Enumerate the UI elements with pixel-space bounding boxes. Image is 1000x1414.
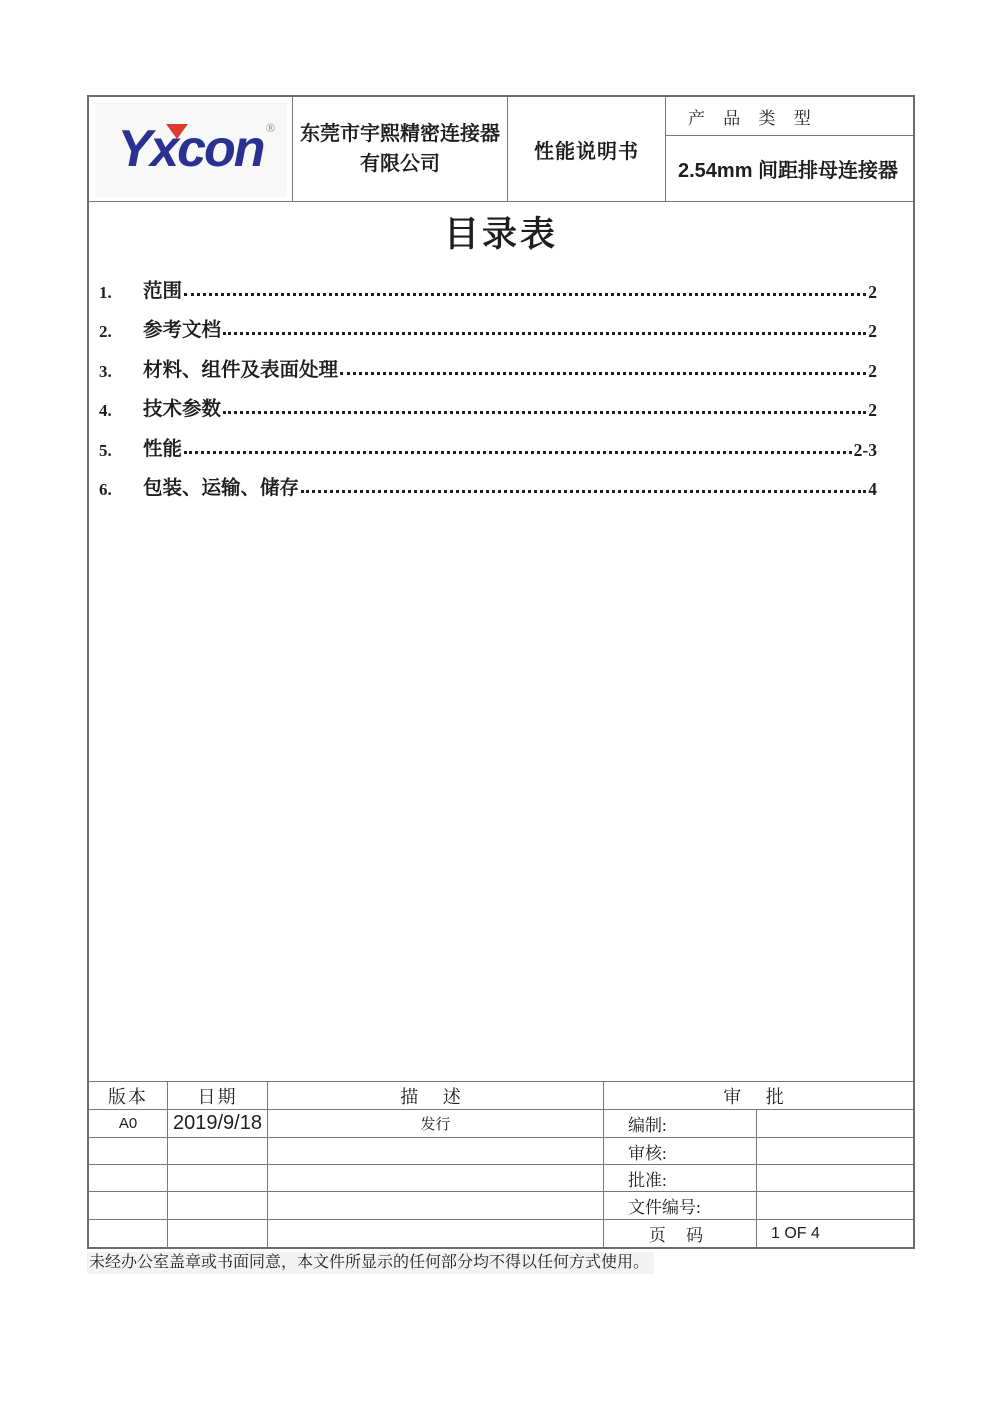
document-header xyxy=(89,97,913,202)
revision-col-version: 版本 xyxy=(89,1082,168,1110)
toc-item-number: 5. xyxy=(99,440,112,460)
revision-date xyxy=(168,1220,268,1247)
revision-version xyxy=(89,1138,168,1165)
toc-page-number: 2 xyxy=(868,360,877,381)
toc-dot-leader xyxy=(223,332,866,335)
revision-description xyxy=(268,1138,604,1165)
toc-item-number: 3. xyxy=(99,361,112,381)
revision-version xyxy=(89,1165,168,1192)
toc-item xyxy=(89,346,913,386)
product-name: 2.54mm 间距排母连接器 xyxy=(678,160,899,182)
toc-item-title: 技术参数 xyxy=(143,399,222,420)
toc-page-number: 2-3 xyxy=(853,439,877,460)
logo-wrap xyxy=(117,120,276,178)
toc-dot-leader xyxy=(184,451,852,454)
revision-version xyxy=(89,1192,168,1220)
revision-description: 发行 xyxy=(268,1110,604,1138)
revision-version xyxy=(89,1220,168,1247)
revision-date: 2019/9/18 xyxy=(168,1110,268,1138)
toc-item-number: 2. xyxy=(99,322,112,341)
footer-notice xyxy=(87,1249,654,1272)
toc-item xyxy=(89,307,913,347)
toc-item-title: 材料、组件及表面处理 xyxy=(143,359,339,381)
revision-date xyxy=(168,1165,268,1192)
approval-value xyxy=(757,1165,913,1192)
footer-notice-text: 未经办公室盖章或书面同意，本文件所显示的任何部分均不得以任何方式使用。 xyxy=(87,1252,654,1274)
toc-item-title: 性能 xyxy=(143,438,183,460)
toc-item xyxy=(89,386,913,426)
toc-dot-leader xyxy=(184,293,866,296)
company-name-line1: 东莞市宇熙精密连接器 xyxy=(300,123,500,145)
company-logo xyxy=(95,102,287,197)
toc-title: 目录表 xyxy=(443,215,558,254)
product-type-cell xyxy=(666,97,913,201)
toc-item-title: 包装、运输、储存 xyxy=(143,478,300,499)
toc-dot-leader xyxy=(223,411,866,414)
product-type-label: 产 品 类 型 xyxy=(666,97,913,136)
approval-label-approved: 批准: xyxy=(604,1165,757,1192)
document-type-title: 性能说明书 xyxy=(508,97,666,201)
company-name xyxy=(293,97,508,201)
toc-dot-leader xyxy=(301,490,866,493)
revision-version: A0 xyxy=(89,1110,168,1138)
revision-date xyxy=(168,1138,268,1165)
toc-item xyxy=(89,425,913,465)
logo-cell xyxy=(89,97,293,201)
approval-value xyxy=(757,1192,913,1220)
revision-description xyxy=(268,1192,604,1220)
approval-value xyxy=(757,1110,913,1138)
toc-page-number: 4 xyxy=(868,479,877,499)
logo-text: Yxcon xyxy=(117,120,264,178)
toc-item-number: 4. xyxy=(99,401,112,420)
revision-col-description: 描 述 xyxy=(268,1082,604,1110)
revision-col-approval: 审 批 xyxy=(604,1082,913,1110)
approval-label-doc-number: 文件编号: xyxy=(604,1192,757,1220)
toc-page-number: 2 xyxy=(868,281,877,302)
toc-item-number: 1. xyxy=(99,282,112,302)
toc-item-title: 范围 xyxy=(143,280,183,302)
toc-page-number: 2 xyxy=(868,400,877,420)
toc-item-number: 6. xyxy=(99,480,112,499)
revision-description xyxy=(268,1165,604,1192)
toc-dot-leader xyxy=(340,372,866,375)
approval-label-reviewed: 审核: xyxy=(604,1138,757,1165)
revision-date xyxy=(168,1192,268,1220)
page-number-label: 页 码 xyxy=(604,1220,757,1247)
page-number-value: 1 OF 4 xyxy=(771,1224,820,1242)
revision-description xyxy=(268,1220,604,1247)
approval-value xyxy=(757,1138,913,1165)
registered-trademark-icon: ® xyxy=(265,120,276,135)
company-name-line2: 有限公司 xyxy=(360,153,440,175)
toc-item xyxy=(89,465,913,505)
revision-col-date: 日期 xyxy=(168,1082,268,1110)
spec-document-sheet xyxy=(87,95,915,1249)
toc-list xyxy=(89,267,913,504)
toc-item-title: 参考文档 xyxy=(143,320,222,341)
logo-triangle-icon xyxy=(166,124,188,139)
toc-item xyxy=(89,267,913,307)
revision-table xyxy=(89,1081,913,1247)
approval-label-prepared: 编制: xyxy=(604,1110,757,1138)
toc-page-number: 2 xyxy=(868,321,877,341)
table-of-contents xyxy=(89,202,913,1081)
